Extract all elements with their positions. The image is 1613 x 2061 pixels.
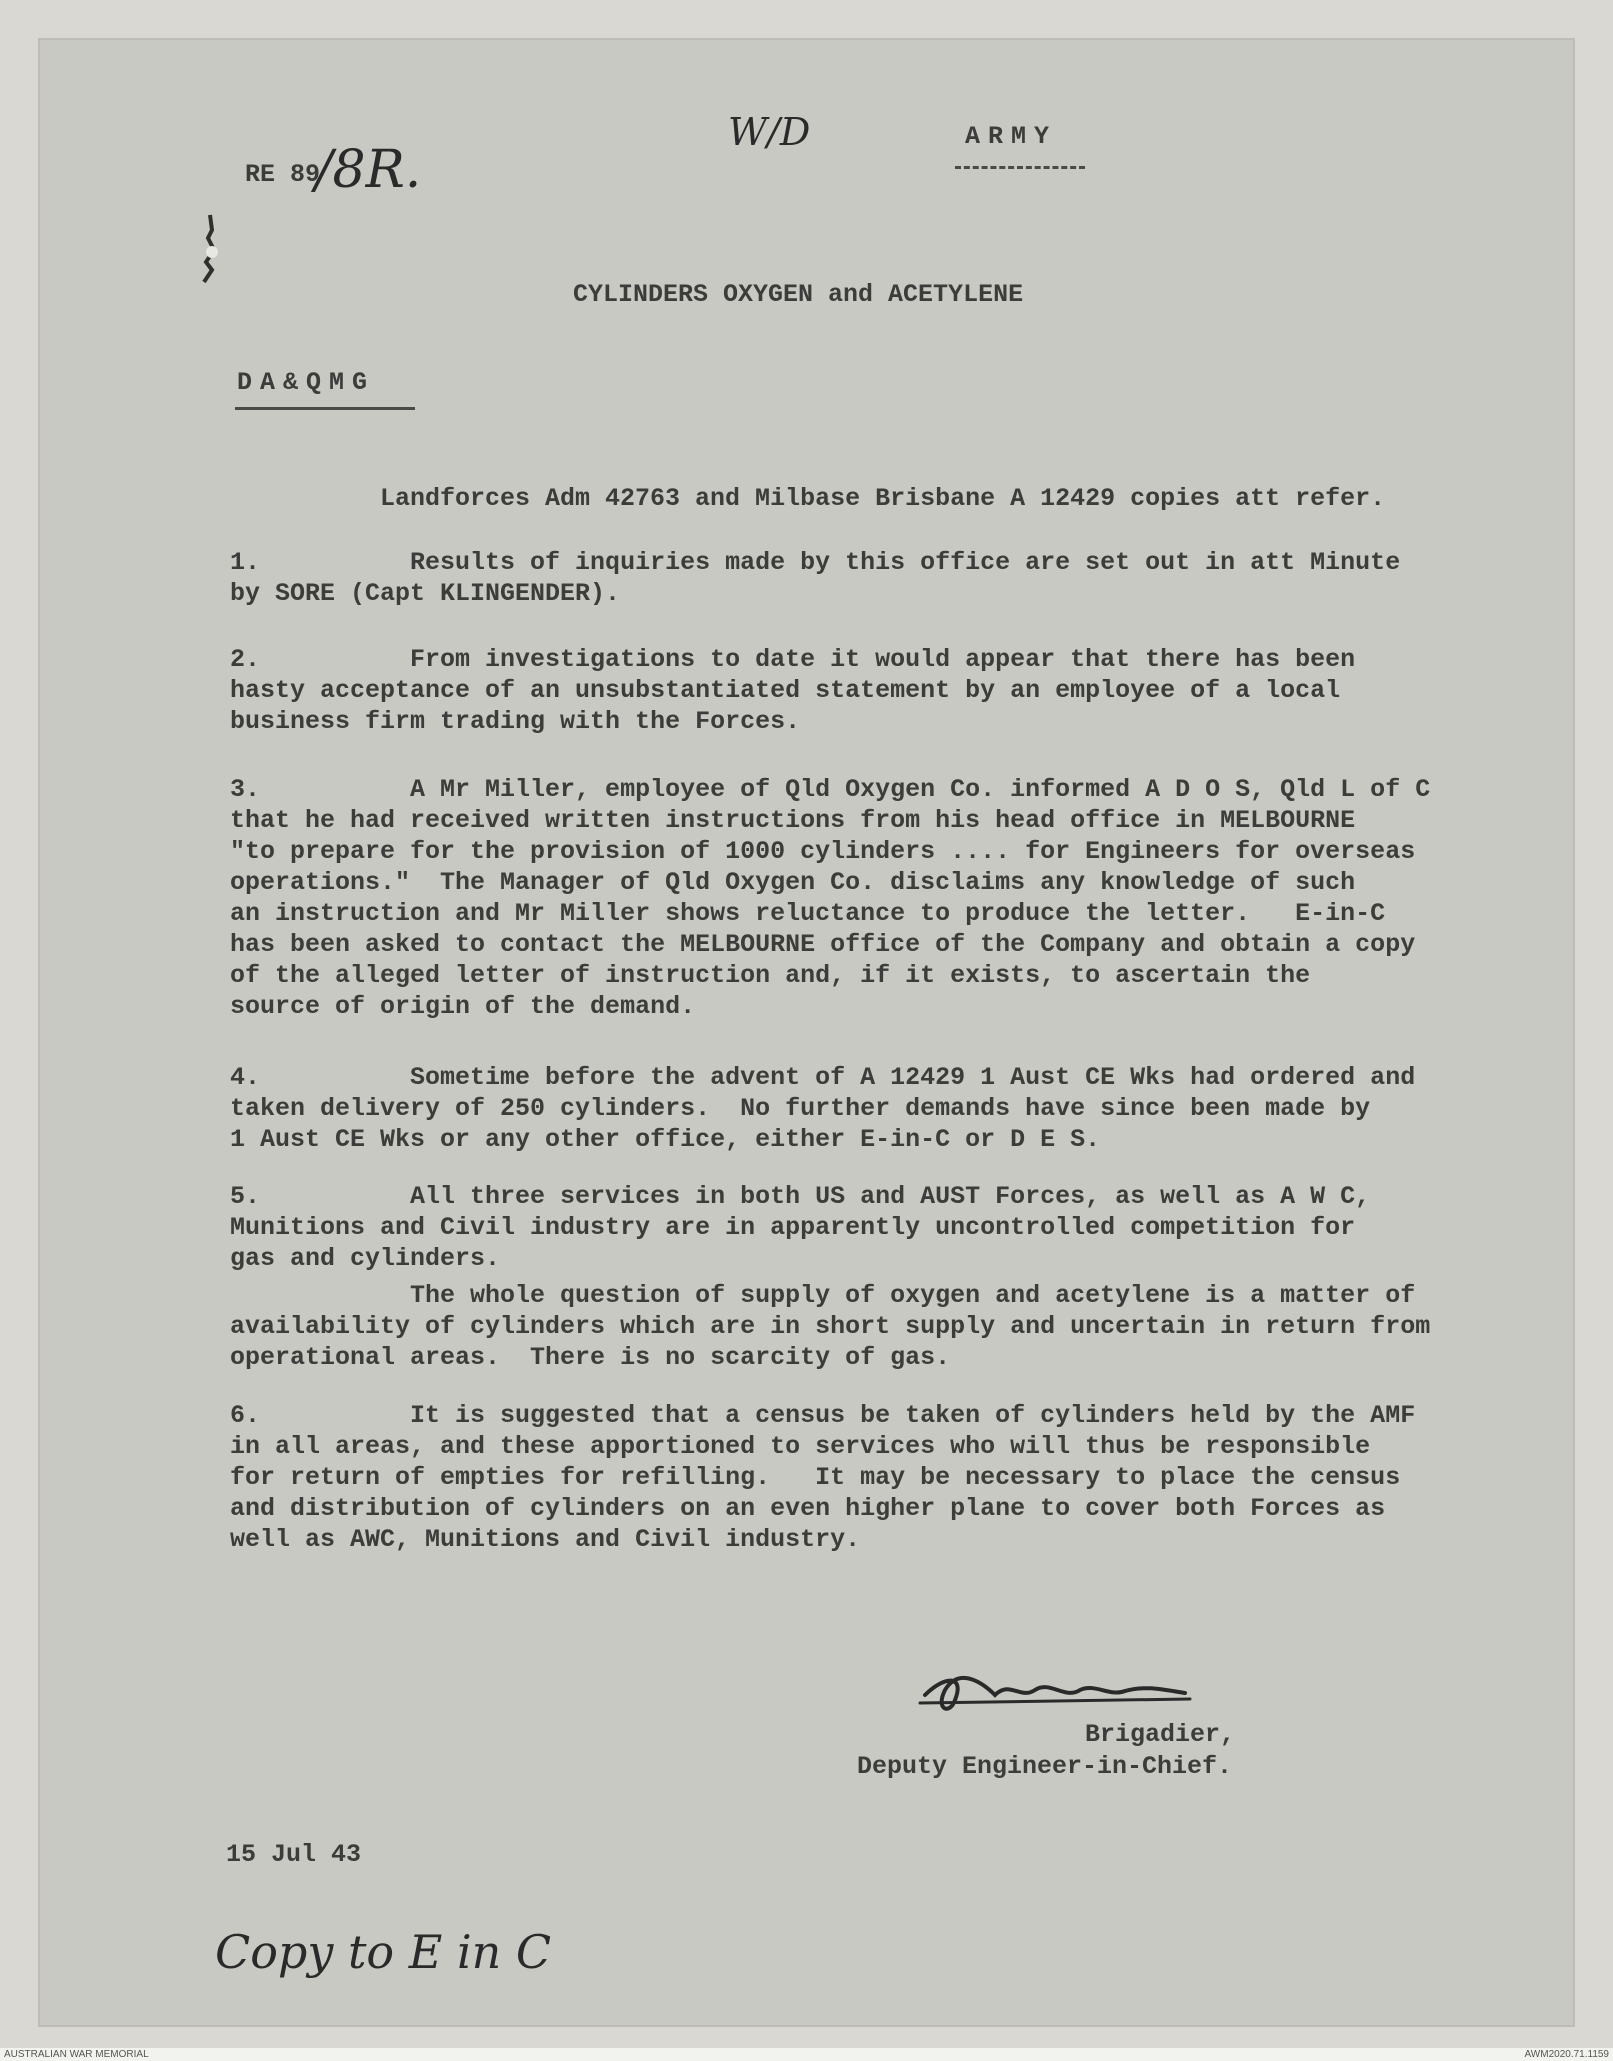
intro-paragraph: Landforces Adm 42763 and Milbase Brisbane A 12429 copies att refer.	[380, 484, 1386, 513]
signatory-position: Deputy Engineer-in-Chief.	[857, 1752, 1233, 1781]
document-page	[40, 40, 1573, 2025]
paragraph-4: 4. Sometime before the advent of A 12429 1 Aust CE Wks had ordered and taken delivery of 250 cylinders. No further demands have since been made by 1 Aust CE Wks or any other office, either E-in-C or D E S.	[230, 1063, 1416, 1154]
paper-damage-mark	[190, 210, 230, 285]
handwritten-note: Copy to E in C	[215, 1925, 552, 1979]
handwritten-annotation: W/D	[728, 110, 811, 154]
reference-number: RE 89	[245, 160, 321, 189]
classification-heading: ARMY	[965, 122, 1058, 151]
paragraph-5-continued: The whole question of supply of oxygen and acetylene is a matter of availability of cylinders which are in short supply and uncertain in return from operational areas. There is no scarcity of gas.	[230, 1281, 1431, 1372]
paragraph-2: 2. From investigations to date it would appear that there has been hasty acceptance of an unsubstantiated statement by an employee of a local business firm trading with the Forces.	[230, 645, 1356, 736]
addressee: DA&QMG	[237, 368, 376, 397]
paragraph-1: 1. Results of inquiries made by this office are set out in att Minute by SORE (Capt KLINGENDER).	[230, 548, 1401, 608]
paragraph-6: 6. It is suggested that a census be taken of cylinders held by the AMF in all areas, and these apportioned to services who will thus be responsible for return of empties for refilling. It may be necessary to place the census and distribution of cylinders on an even higher plane to cover both Forces as well as AWC, Munitions and Civil industry.	[230, 1401, 1416, 1554]
signatory-rank: Brigadier,	[1085, 1720, 1236, 1749]
reference-handwritten: /8R.	[315, 140, 422, 200]
archive-reference: AWM2020.71.1159	[1524, 2049, 1609, 2060]
document-date: 15 Jul 43	[226, 1840, 362, 1869]
paragraph-3: 3. A Mr Miller, employee of Qld Oxygen Co. informed A D O S, Qld L of C that he had received written instructions from his head office in MELBOURNE "to prepare for the provision of 1000 cylinders .... for Engineers for overseas operations." The Manager of Qld Oxygen Co. disclaims any knowledge of such an instruction and Mr Miller shows reluctance to produce the letter. E-in-C has been asked to contact the MELBOURNE office of the Company and obtain a copy of the alleged letter of instruction and, if it exists, to ascertain the source of origin of the demand.	[230, 775, 1431, 1021]
classification-underline	[955, 166, 1085, 169]
document-title: CYLINDERS OXYGEN and ACETYLENE	[573, 280, 1024, 309]
paragraph-5: 5. All three services in both US and AUST Forces, as well as A W C, Munitions and Civil industry are in apparently uncontrolled competition for gas and cylinders.	[230, 1182, 1371, 1273]
handwritten-signature	[915, 1655, 1195, 1725]
addressee-underline	[235, 407, 415, 410]
archive-credit: AUSTRALIAN WAR MEMORIAL	[4, 2049, 149, 2060]
